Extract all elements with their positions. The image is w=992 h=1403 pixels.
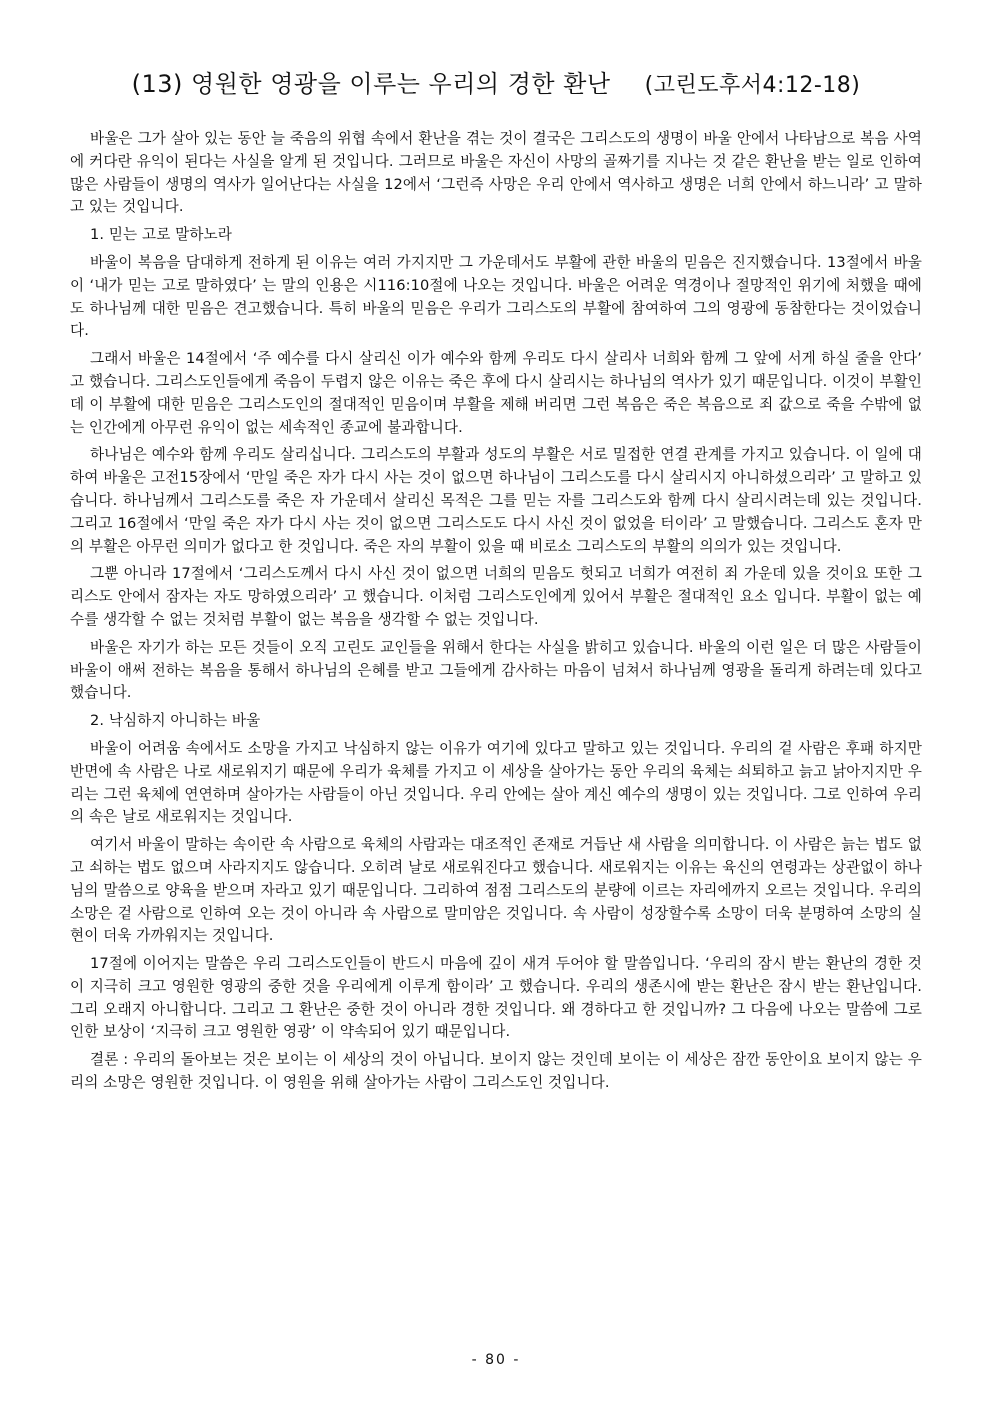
body-text: [70, 128, 922, 1100]
paragraph: 17절에 이어지는 말씀은 우리 그리스도인들이 반드시 마음에 깊이 새겨 두어야 할 말씀입니다. ‘우리의 잠시 받는 환난의 경한 것이 지극히 크고 영원한 영광의 중한 것을 우리에게 이루게 함이라’ 고 했습니다. 우리의 생존시에 받는 환난은 잠시 받는 환난입니다. 그리 오래지 아니합니다. 그리고 그 환난은 중한 것이 아니라 경한 것입니다. 왜 경하다고 한 것입니까? 그 다음에 나오는 말씀에 그로 인한 보상이 ‘지극히 크고 영원한 영광’ 이 약속되어 있기 때문입니다.: [70, 955, 922, 1041]
scripture-reference: (고린도후서4:12-18): [644, 73, 861, 98]
paragraph: 바울은 자기가 하는 모든 것들이 오직 고린도 교인들을 위해서 한다는 사실을 밝히고 있습니다. 바울의 이런 일은 더 많은 사람들이 바울이 애써 전하는 복음을 통해서 하나님의 은혜를 받고 그들에게 감사하는 마음이 넘쳐서 하나님께 영광을 돌리게 하려는데 있다고 했습니다.: [70, 638, 922, 702]
paragraph: 바울이 복음을 담대하게 전하게 된 이유는 여러 가지지만 그 가운데서도 부활에 관한 바울의 믿음은 진지했습니다. 13절에서 바울이 ‘내가 믿는 고로 말하였다’ 는 말의 인용은 시116:10절에 나오는 것입니다. 바울은 어려운 역경이나 절망적인 위기에 처했을 때에도 하나님께 대한 믿음은 견고했습니다. 특히 바울의 믿음은 우리가 그리스도의 부활에 참여하여 그의 영광에 동참한다는 것이었습니다.: [70, 253, 922, 340]
paragraph: 하나님은 예수와 함께 우리도 살리십니다. 그리스도의 부활과 성도의 부활은 서로 밀접한 연결 관계를 가지고 있습니다. 이 일에 대하여 바울은 고전15장에서 ‘만일 죽은 자가 다시 사는 것이 없으면 하나님이 그리스도를 다시 살리시지 아니하셨으리라’ 고 말하고 있습니다. 하나님께서 그리스도를 죽은 자 가운데서 살리신 목적은 그를 믿는 자를 그리스도와 함께 다시 살리시려는데 있는 것입니다. 그리고 16절에서 ‘만일 죽은 자가 다시 사는 것이 없으면 그리스도도 다시 사신 것이 없었을 터이라’ 고 말했습니다. 그리스도 혼자 만의 부활은 아무런 의미가 없다고 한 것입니다. 죽은 자의 부활이 있을 때 비로소 그리스도의 부활의 의의가 있는 것입니다.: [70, 446, 922, 555]
page-number: - 80 -: [471, 1352, 521, 1368]
paragraph: 바울이 어려움 속에서도 소망을 가지고 낙심하지 않는 이유가 여기에 있다고 말하고 있는 것입니다. 우리의 겉 사람은 후패 하지만 반면에 속 사람은 나로 새로워지기 때문에 우리가 육체를 가지고 이 세상을 살아가는 동안 우리의 육체는 쇠퇴하고 늙고 낡아지지만 우리는 그런 육체에 연연하며 살아가는 사람들이 아닌 것입니다. 우리 안에는 살아 계신 예수의 생명이 있는 것입니다. 그로 인하여 우리의 속은 날로 새로워지는 것입니다.: [70, 739, 922, 826]
paragraph: 결론 : 우리의 돌아보는 것은 보이는 이 세상의 것이 아닙니다. 보이지 않는 것인데 보이는 이 세상은 잠깐 동안이요 보이지 않는 우리의 소망은 영원한 것입니다. 이 영원을 위해 살아가는 사람이 그리스도인 것입니다.: [70, 1051, 922, 1092]
page-title: [0, 66, 992, 104]
paragraph: 여기서 바울이 말하는 속이란 속 사람으로 육체의 사람과는 대조적인 존재로 거듭난 새 사람을 의미합니다. 이 사람은 늙는 법도 없고 쇠하는 법도 없으며 사라지지도 않습니다. 오히려 날로 새로워진다고 했습니다. 새로워지는 이유는 육신의 연령과는 상관없이 하나님의 말씀으로 양육을 받으며 자라고 있기 때문입니다. 그리하여 점점 그리스도의 분량에 이르는 자리에까지 오르는 것입니다. 우리의 소망은 겉 사람으로 인하여 오는 것이 아니라 속 사람으로 말미암은 것입니다. 속 사람이 성장할수록 소망이 더욱 분명하여 소망의 실현이 더욱 가까워지는 것입니다.: [70, 836, 922, 945]
section-heading: 1. 믿는 고로 말하노라: [90, 226, 232, 244]
paragraph: 그래서 바울은 14절에서 ‘주 예수를 다시 살리신 이가 예수와 함께 우리도 다시 살리사 너희와 함께 그 앞에 서게 하실 줄을 안다’ 고 했습니다. 그리스도인들에게 죽음이 두렵지 않은 이유는 죽은 후에 다시 살리시는 하나님의 역사가 있기 때문입니다. 이것이 부활인데 이 부활에 대한 믿음은 그리스도인의 절대적인 믿음이며 부활을 제해 버리면 그런 복음은 죽은 복음으로 죄 값으로 죽을 수밖에 없는 인간에게 아무런 유익이 없는 세속적인 종교에 불과합니다.: [70, 350, 922, 436]
title-text: (13) 영원한 영광을 이루는 우리의 경한 환난: [131, 70, 611, 98]
paragraph: 그뿐 아니라 17절에서 ‘그리스도께서 다시 사신 것이 없으면 너희의 믿음도 헛되고 너희가 여전히 죄 가운데 있을 것이요 또한 그리스도 안에서 잠자는 자도 망하였으리라’ 고 했습니다. 이처럼 그리스도인에게 있어서 부활은 절대적인 요소 입니다. 부활이 없는 예수를 생각할 수 없는 것처럼 부활이 없는 복음을 생각할 수 없는 것입니다.: [70, 565, 922, 628]
paragraph: 바울은 그가 살아 있는 동안 늘 죽음의 위협 속에서 환난을 겪는 것이 결국은 그리스도의 생명이 바울 안에서 나타남으로 복음 사역에 커다란 유익이 된다는 사실을 알게 된 것입니다. 그러므로 바울은 자신이 사망의 골짜기를 지나는 것 같은 환난을 받는 일로 인하여 많은 사람들이 생명의 역사가 일어난다는 사실을 12에서 ‘그런즉 사망은 우리 안에서 역사하고 생명은 너희 안에서 하느니라’ 고 말하고 있는 것입니다.: [70, 130, 922, 216]
section-heading: 2. 낙심하지 아니하는 바울: [90, 712, 261, 730]
